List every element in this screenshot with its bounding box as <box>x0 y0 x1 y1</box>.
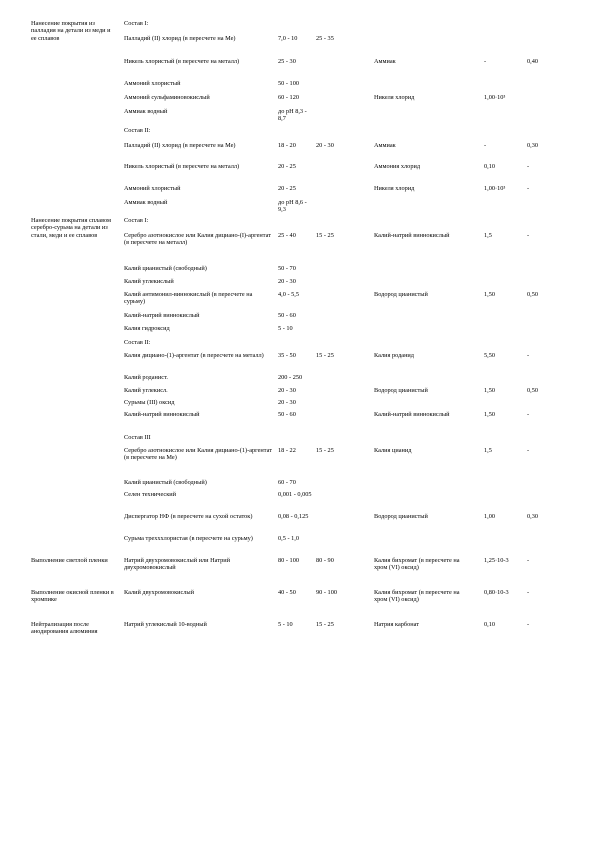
table-cell: - <box>527 232 530 239</box>
table-cell: 1,00·10³ <box>484 185 506 192</box>
table-cell: - <box>527 621 530 628</box>
table-cell: 0,40 <box>527 58 539 65</box>
table-cell: Сурьмы (III) оксид <box>124 399 175 406</box>
table-cell: 0,10 <box>484 621 496 628</box>
table-cell: Калия дициано-(1)-аргентат (в пересчете на металл) <box>124 352 264 359</box>
table-cell: 0,08 - 0,125 <box>278 513 309 520</box>
table-cell: Состав III <box>124 434 151 441</box>
table-cell: 7,0 - 10 <box>278 35 298 42</box>
table-cell: Аммиак водный <box>124 199 168 206</box>
table-cell: Состав I: <box>124 217 149 224</box>
table-cell: 1,50 <box>484 387 496 394</box>
table-cell: Калий-натрий виннокислый <box>374 411 450 418</box>
table-cell: Натрий углекислый 10-водный <box>124 621 207 628</box>
table-cell: Никеля хлорид <box>374 185 415 192</box>
table-cell: 18 - 22 <box>278 447 296 454</box>
table-cell: Аммоний хлористый <box>124 185 181 192</box>
table-cell: Палладий (II) хлорид (в пересчете на Ме) <box>124 35 236 42</box>
table-cell: 25 - 30 <box>278 58 296 65</box>
table-cell: Калий двухромовокислый <box>124 589 195 596</box>
table-cell: 50 - 60 <box>278 312 296 319</box>
table-cell: - <box>527 557 530 564</box>
table-cell: Калий-натрий виннокислый <box>374 232 450 239</box>
table-cell: 20 - 25 <box>278 185 296 192</box>
table-cell: Аммоний хлористый <box>124 80 181 87</box>
table-cell: 25 - 40 <box>278 232 296 239</box>
table-cell: - <box>484 58 487 65</box>
table-cell: до pH 8,3 - 8,7 <box>278 108 307 123</box>
table-cell: 25 - 35 <box>316 35 334 42</box>
table-cell: 60 - 70 <box>278 479 296 486</box>
table-cell: Аммиак <box>374 58 396 65</box>
table-cell: Водород цианистый <box>374 513 428 520</box>
table-cell: Аммиак водный <box>124 108 168 115</box>
table-cell: 80 - 100 <box>278 557 299 564</box>
table-cell: - <box>527 411 530 418</box>
table-cell: 0,10 <box>484 163 496 170</box>
table-cell: Калия бихромат (в пересчете на хром (VI) оксид) <box>374 557 460 572</box>
table-cell: - <box>527 589 530 596</box>
table-cell: - <box>484 142 487 149</box>
table-cell: 0,001 - 0,005 <box>278 491 312 498</box>
table-cell: 4,0 - 5,5 <box>278 291 299 298</box>
table-cell: 20 - 25 <box>278 163 296 170</box>
table-cell: Нанесение покрытия сплавом серебро-сурьма на детали из стали, меди и ее сплавов <box>31 217 112 239</box>
table-cell: Калий цианистый (свободный) <box>124 479 207 486</box>
table-cell: 1,5 <box>484 232 492 239</box>
table-cell: Аммония хлорид <box>374 163 421 170</box>
table-cell: 20 - 30 <box>278 278 296 285</box>
table-cell: 0,50 <box>527 387 539 394</box>
table-cell: Никель хлористый (в пересчете на металл) <box>124 163 240 170</box>
table-cell: Никеля хлорид <box>374 94 415 101</box>
table-cell: Калия цианид <box>374 447 412 454</box>
table-cell: 1,50 <box>484 411 496 418</box>
table-cell: Калия бихромат (в пересчете на хром (VI) оксид) <box>374 589 460 604</box>
table-cell: Калий-натрий виннокислый <box>124 312 200 319</box>
table-cell: Серебро азотнокислое или Калия дициано-(1)-аргентат (в пересчете на Ме) <box>124 447 273 462</box>
table-cell: Калий роданист. <box>124 374 168 381</box>
table-cell: 90 - 100 <box>316 589 337 596</box>
table-cell: - <box>527 163 530 170</box>
table-cell: Нейтрализация после анодирования алюминия <box>31 621 98 636</box>
table-cell: 200 - 250 <box>278 374 303 381</box>
table-cell: Нанесение покрытия из палладия на детали из меди и ее сплавов <box>31 20 111 42</box>
table-cell: - <box>527 447 530 454</box>
table-cell: Выполнение светлой пленки <box>31 557 108 564</box>
table-cell: 35 - 50 <box>278 352 296 359</box>
table-cell: Палладий (II) хлорид (в пересчете на Ме) <box>124 142 236 149</box>
table-cell: Водород цианистый <box>374 291 428 298</box>
table-cell: 18 - 20 <box>278 142 296 149</box>
table-cell: Никель хлористый (в пересчете на металл) <box>124 58 240 65</box>
table-cell: 50 - 100 <box>278 80 299 87</box>
table-cell: Калий-натрий виннокислый <box>124 411 200 418</box>
table-cell: 15 - 25 <box>316 232 334 239</box>
table-cell: Аммоний сульфаминовокислый <box>124 94 210 101</box>
table-cell: 1,50 <box>484 291 496 298</box>
table-cell: 15 - 25 <box>316 352 334 359</box>
table-cell: Состав I: <box>124 20 149 27</box>
table-cell: 1,00 <box>484 513 496 520</box>
table-cell: 0,5 - 1,0 <box>278 535 299 542</box>
table-cell: 80 - 90 <box>316 557 334 564</box>
table-cell: Калия гидроксид <box>124 325 170 332</box>
table-cell: Селен технический <box>124 491 177 498</box>
table-cell: 5 - 10 <box>278 325 293 332</box>
table-cell: Водород цианистый <box>374 387 428 394</box>
table-cell: 0,80·10-3 <box>484 589 509 596</box>
table-cell: 40 - 50 <box>278 589 296 596</box>
table-cell: Калий цианистый (свободный) <box>124 265 207 272</box>
table-cell: до pH 8,6 - 9,3 <box>278 199 307 214</box>
table-cell: - <box>527 352 530 359</box>
table-cell: Калий углекислый <box>124 278 174 285</box>
table-cell: 0,30 <box>527 513 539 520</box>
table-cell: Калия роданид <box>374 352 415 359</box>
table-cell: Диспергатор НФ (в пересчете на сухой остаток) <box>124 513 253 520</box>
table-cell: 50 - 70 <box>278 265 296 272</box>
table-cell: 1,25·10-3 <box>484 557 509 564</box>
table-cell: Калий углекисл. <box>124 387 168 394</box>
table-cell: Состав II: <box>124 339 151 346</box>
table-cell: Натрия карбонат <box>374 621 420 628</box>
table-cell: 15 - 25 <box>316 447 334 454</box>
table-cell: Калий антимонил-виннокислый (в пересчете на сурьму) <box>124 291 253 306</box>
table-cell: 50 - 60 <box>278 411 296 418</box>
table-cell: Состав II: <box>124 127 151 134</box>
table-cell: Выполнение окисной пленки в хромпике <box>31 589 114 604</box>
table-cell: 5 - 10 <box>278 621 293 628</box>
table-cell: Сурьма трехххлористая (в пересчете на сурьму) <box>124 535 253 542</box>
table-cell: 20 - 30 <box>278 387 296 394</box>
table-cell: 15 - 25 <box>316 621 334 628</box>
table-cell: 60 - 120 <box>278 94 299 101</box>
table-cell: 5,50 <box>484 352 496 359</box>
table-cell: Натрий двухромовокислый или Натрий двухромовокислый <box>124 557 231 572</box>
table-cell: 0,30 <box>527 142 539 149</box>
table-cell: - <box>527 185 530 192</box>
table-cell: Аммиак <box>374 142 396 149</box>
table-cell: 20 - 30 <box>278 399 296 406</box>
table-cell: 1,00·10³ <box>484 94 506 101</box>
table-cell: 0,50 <box>527 291 539 298</box>
table-cell: 20 - 30 <box>316 142 334 149</box>
table-cell: 1,5 <box>484 447 492 454</box>
table-cell: Серебро азотнокислое или Калия дициано-(I)-аргентат (в пересчете на металл) <box>124 232 271 247</box>
